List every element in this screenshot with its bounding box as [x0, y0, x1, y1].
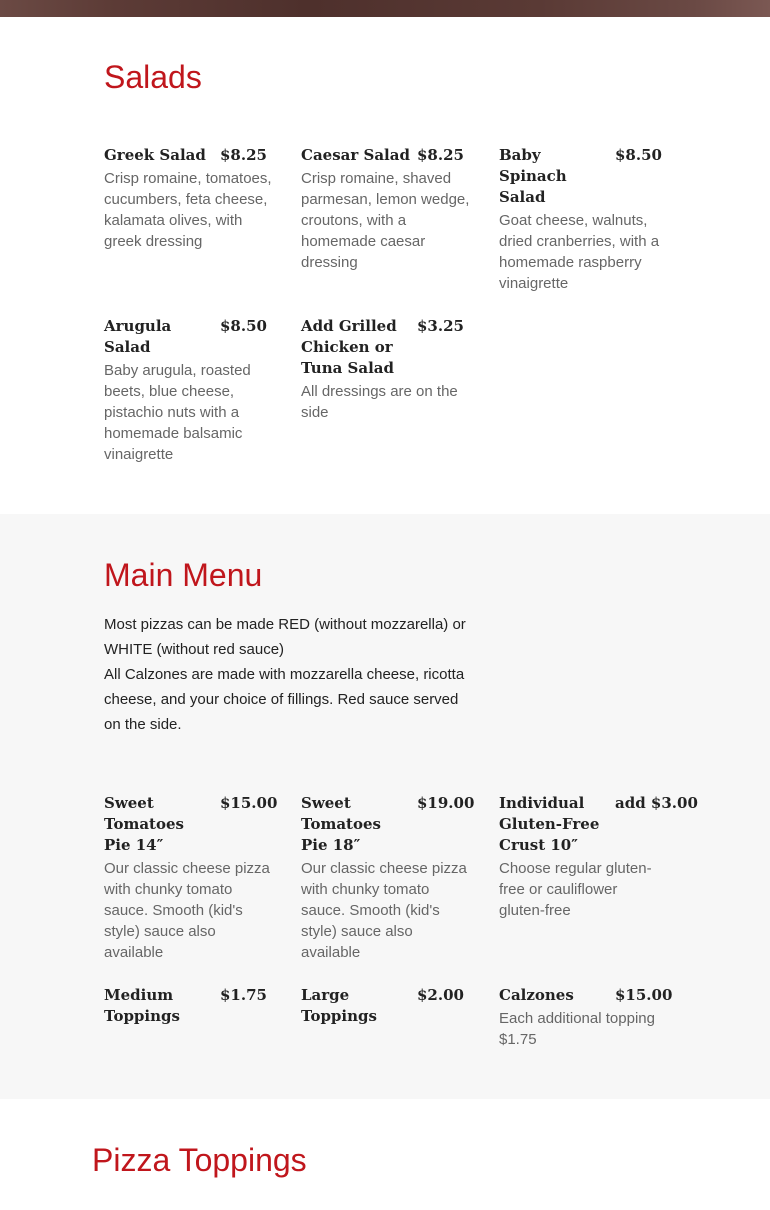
menu-item-sweet-tomatoes-18	[301, 793, 491, 963]
item-price: add $3.00	[615, 794, 698, 812]
item-name: Baby Spinach Salad	[499, 146, 567, 206]
menu-item-baby-spinach-salad	[499, 145, 689, 294]
menu-item-calzones	[499, 985, 689, 1050]
item-description: Our classic cheese pizza with chunky tomato sauce. Smooth (kid's style) sauce also available	[104, 860, 270, 961]
item-price: $3.25	[417, 317, 464, 335]
item-description: Baby arugula, roasted beets, blue cheese, pistachio nuts with a homemade balsamic vinaigrette	[104, 362, 251, 463]
item-description: Goat cheese, walnuts, dried cranberries, with a homemade raspberry vinaigrette	[499, 212, 660, 292]
menu-item-large-toppings	[301, 985, 491, 1027]
intro-text-calzones: All Calzones are made with mozzarella cheese, ricotta cheese, and your choice of fillings. Red sauce served on the side.	[104, 666, 465, 733]
item-description: Choose regular gluten-free or cauliflower gluten-free	[499, 860, 652, 919]
item-price: $1.75	[220, 986, 267, 1004]
menu-item-greek-salad	[104, 145, 294, 252]
intro-text-red-white: Most pizzas can be made RED (without mozzarella) or WHITE (without red sauce)	[104, 616, 466, 658]
menu-item-add-grilled-chicken	[301, 316, 491, 423]
item-price: $8.25	[417, 146, 464, 164]
item-price: $19.00	[417, 794, 475, 812]
item-price: $8.25	[220, 146, 267, 164]
item-price: $8.50	[220, 317, 267, 335]
menu-item-medium-toppings	[104, 985, 294, 1027]
item-name: Caesar Salad	[301, 146, 410, 164]
item-name: Large Toppings	[301, 986, 377, 1025]
item-name: Calzones	[499, 986, 574, 1004]
item-name: Greek Salad	[104, 146, 206, 164]
item-name: Sweet Tomatoes Pie 14″	[104, 794, 184, 854]
main-menu-title: Main Menu	[104, 557, 263, 593]
item-description: Each additional topping $1.75	[499, 1010, 655, 1048]
item-price: $15.00	[220, 794, 278, 812]
item-name: Add Grilled Chicken or Tuna Salad	[301, 317, 397, 377]
salads-title: Salads	[104, 59, 202, 95]
item-name: Sweet Tomatoes Pie 18″	[301, 794, 381, 854]
item-price: $15.00	[615, 986, 673, 1004]
main-menu-intro	[104, 612, 474, 737]
item-name: Individual Gluten-Free Crust 10″	[499, 794, 600, 854]
item-name: Arugula Salad	[104, 317, 172, 356]
item-description: Our classic cheese pizza with chunky tomato sauce. Smooth (kid's style) sauce also available	[301, 860, 467, 961]
menu-item-sweet-tomatoes-14	[104, 793, 294, 963]
menu-item-arugula-salad	[104, 316, 294, 465]
item-description: All dressings are on the side	[301, 383, 458, 421]
menu-item-gluten-free-crust	[499, 793, 698, 921]
hero-image-strip	[0, 0, 770, 17]
item-name: Medium Toppings	[104, 986, 180, 1025]
item-price: $2.00	[417, 986, 464, 1004]
item-price: $8.50	[615, 146, 662, 164]
menu-item-caesar-salad	[301, 145, 491, 273]
item-description: Crisp romaine, shaved parmesan, lemon wedge, croutons, with a homemade caesar dressing	[301, 170, 470, 271]
item-description: Crisp romaine, tomatoes, cucumbers, feta cheese, kalamata olives, with greek dressing	[104, 170, 272, 250]
pizza-toppings-title: Pizza Toppings	[92, 1142, 307, 1178]
